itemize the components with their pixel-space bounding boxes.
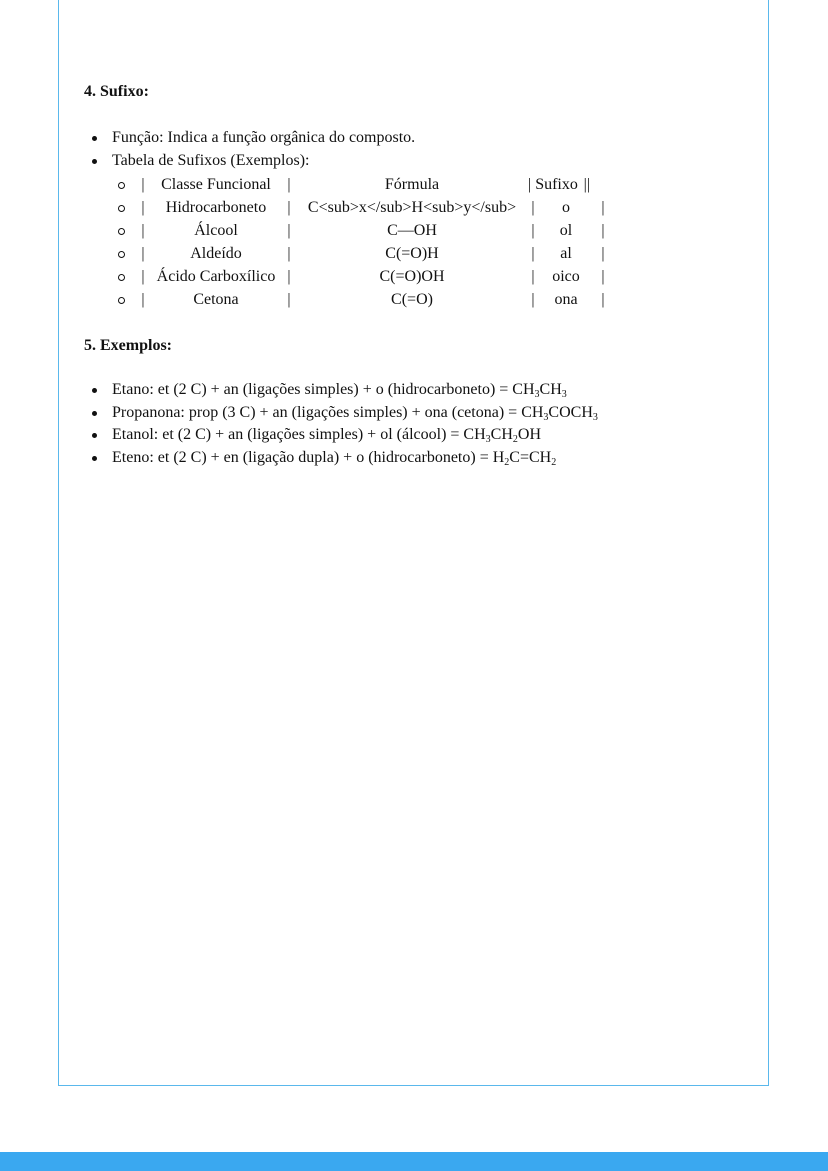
cell-classe: Hidrocarboneto <box>165 199 267 216</box>
formula-part: CH <box>463 426 486 443</box>
formula-part: CH <box>512 381 535 398</box>
formula-part: OH <box>517 426 541 443</box>
formula-part: COCH <box>548 403 593 421</box>
formula-part: CH <box>490 426 513 443</box>
cell-p4: | <box>601 222 605 239</box>
list-item: Função: Indica a função orgânica do composto. <box>90 127 415 150</box>
example-item <box>90 379 598 402</box>
formula-part: 2 <box>512 434 518 445</box>
section-heading-sufixo: 4. Sufixo: <box>84 83 149 100</box>
cell-sufixo: al <box>560 245 572 262</box>
cell-p2: | <box>287 245 291 262</box>
cell-p2: | <box>287 199 291 216</box>
cell-formula: C<sub>x</sub>H<sub>y</sub> <box>307 199 517 216</box>
cell-p1: | <box>141 291 145 308</box>
cell-p3: | <box>531 222 535 239</box>
formula-part: CH <box>521 403 544 421</box>
cell-sufixo: oico <box>552 268 580 285</box>
cell-formula: C(=O) <box>391 291 433 308</box>
formula-part: 3 <box>485 434 491 445</box>
cell-p3: | Sufixo <box>528 176 578 193</box>
cell-p4: | <box>601 291 605 308</box>
cell-formula: C(=O)OH <box>379 268 445 285</box>
formula-part: 3 <box>561 389 567 400</box>
section-heading-exemplos: 5. Exemplos: <box>84 337 172 354</box>
example-text: Etanol: et (2 C) + an (ligações simples) + ol (álcool) = <box>112 426 464 443</box>
circle-bullet-icon <box>118 182 125 189</box>
cell-formula: Fórmula <box>384 176 440 193</box>
table-row <box>118 219 608 242</box>
table-row <box>118 196 608 219</box>
circle-bullet-icon <box>118 274 125 281</box>
formula-part: 3 <box>534 389 540 400</box>
list-item: Tabela de Sufixos (Exemplos): <box>90 150 415 173</box>
example-item <box>90 424 598 447</box>
cell-classe: Álcool <box>194 222 238 239</box>
formula-part: 3 <box>543 411 549 423</box>
cell-classe: Cetona <box>193 291 239 308</box>
table-row <box>118 242 608 265</box>
table-row <box>118 265 608 288</box>
cell-sufixo: ol <box>559 222 573 239</box>
cell-p3: | <box>531 291 535 308</box>
cell-p1: | <box>141 176 145 193</box>
cell-p2: | <box>287 176 291 193</box>
cell-p3: | <box>531 199 535 216</box>
cell-classe: Aldeído <box>190 245 242 262</box>
formula-part: 2 <box>504 456 510 468</box>
cell-p3: | <box>531 268 535 285</box>
cell-p3: | <box>531 245 535 262</box>
circle-bullet-icon <box>118 205 125 212</box>
example-item <box>90 447 598 470</box>
cell-p1: | <box>141 245 145 262</box>
table-row <box>118 288 608 311</box>
cell-p2: | <box>287 268 291 285</box>
table-row <box>118 173 608 196</box>
cell-p4: || <box>583 176 591 193</box>
cell-formula: C(=O)H <box>385 245 439 262</box>
cell-classe: Classe Funcional <box>161 176 271 193</box>
cell-p1: | <box>141 199 145 216</box>
cell-p2: | <box>287 291 291 308</box>
formula-part: 2 <box>551 456 557 468</box>
formula-part: 3 <box>592 411 598 423</box>
cell-p1: | <box>141 268 145 285</box>
circle-bullet-icon <box>118 297 125 304</box>
cell-classe: Ácido Carboxílico <box>156 268 276 285</box>
cell-p4: | <box>601 199 605 216</box>
formula-part: CH <box>539 381 562 398</box>
cell-formula: C—OH <box>387 222 437 239</box>
formula-part: H <box>492 448 505 466</box>
examples-list <box>90 379 598 469</box>
suffix-table <box>118 173 608 311</box>
example-text: Etano: et (2 C) + an (ligações simples) + o (hidrocarboneto) = <box>112 381 513 398</box>
example-text: Eteno: et (2 C) + en (ligação dupla) + o (hidrocarboneto) = <box>112 448 493 466</box>
cell-sufixo: ona <box>554 291 578 308</box>
example-text: Propanona: prop (3 C) + an (ligações simples) + ona (cetona) = <box>112 403 522 421</box>
cell-p1: | <box>141 222 145 239</box>
example-item <box>90 402 598 425</box>
cell-sufixo: o <box>562 199 570 216</box>
cell-p2: | <box>287 222 291 239</box>
cell-p4: | <box>601 245 605 262</box>
formula-part: C=CH <box>509 448 552 466</box>
circle-bullet-icon <box>118 251 125 258</box>
circle-bullet-icon <box>118 228 125 235</box>
sufixo-bullets <box>90 127 415 172</box>
footer-bar <box>0 1152 828 1171</box>
cell-p4: | <box>601 268 605 285</box>
